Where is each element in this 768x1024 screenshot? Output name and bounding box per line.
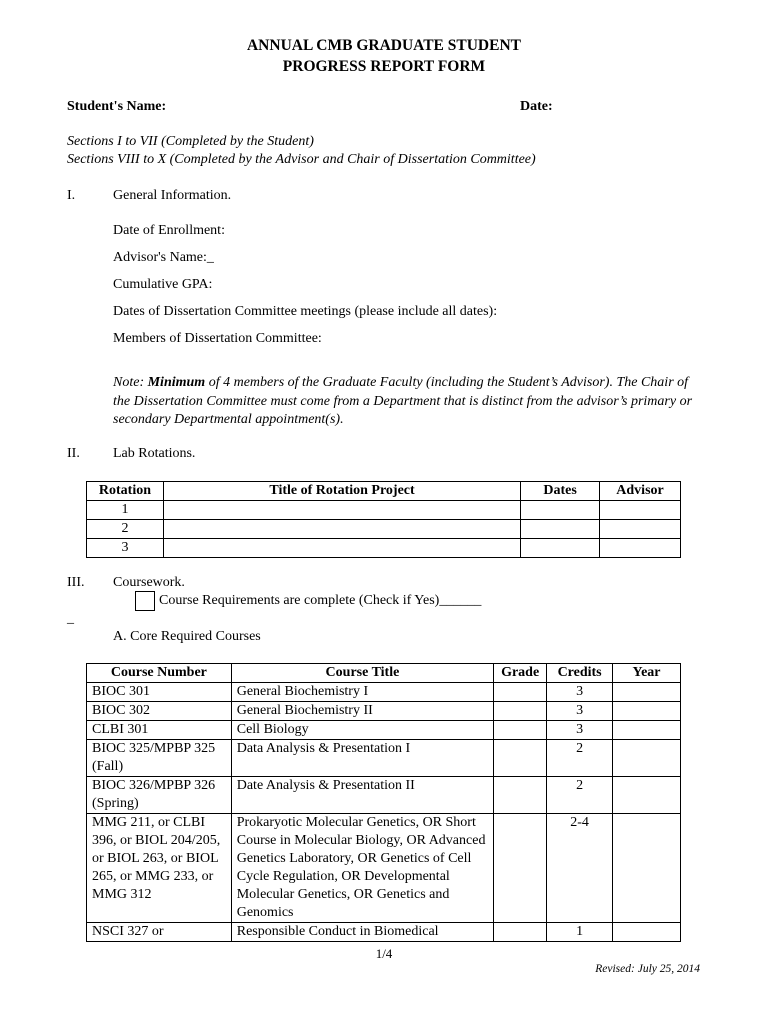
course-number: BIOC 301: [87, 683, 232, 702]
course-title: Date Analysis & Presentation II: [231, 777, 493, 814]
core-courses-subheading: A. Core Required Courses: [113, 629, 261, 644]
sections-note-line1: Sections I to VII (Completed by the Student): [67, 134, 314, 149]
course-number: BIOC 325/MPBP 325 (Fall): [87, 740, 232, 777]
table-row: [87, 683, 681, 702]
table-header-row: [87, 664, 681, 683]
note-bold: Minimum: [147, 375, 206, 390]
committee-members-field[interactable]: Members of Dissertation Committee:: [113, 331, 322, 346]
rotation-title-cell[interactable]: [163, 501, 520, 520]
grade-cell[interactable]: [494, 702, 547, 721]
committee-note: [113, 374, 693, 430]
course-number: BIOC 302: [87, 702, 232, 721]
rotation-title-cell[interactable]: [163, 539, 520, 558]
rotation-dates-cell[interactable]: [521, 520, 600, 539]
column-header: Dates: [521, 482, 600, 501]
form-title-line1: ANNUAL CMB GRADUATE STUDENT: [246, 37, 521, 54]
course-requirements-label: Course Requirements are complete (Check if Yes)______: [159, 593, 482, 608]
course-title: Prokaryotic Molecular Genetics, OR Short Course in Molecular Biology, OR Advanced Genetics Laboratory, OR Genetics of Cell Cycle Regulation, OR Developmental Molecular Genetics, OR Genetics and Genomics: [231, 814, 493, 923]
table-row: [87, 814, 681, 923]
table-row: [87, 702, 681, 721]
credits-cell: 3: [547, 721, 613, 740]
section3-heading: Coursework.: [113, 575, 185, 590]
year-cell[interactable]: [613, 683, 681, 702]
lab-rotations-table: [86, 481, 681, 558]
table-row: [87, 520, 681, 539]
grade-cell[interactable]: [494, 923, 547, 942]
enrollment-date-field[interactable]: Date of Enrollment:: [113, 223, 225, 238]
credits-cell: 3: [547, 683, 613, 702]
column-header: Course Number: [87, 664, 232, 683]
section2-numeral: II.: [67, 446, 80, 461]
year-cell[interactable]: [613, 814, 681, 923]
credits-cell: 2-4: [547, 814, 613, 923]
rotation-number: 1: [87, 501, 164, 520]
rotation-dates-cell[interactable]: [521, 501, 600, 520]
column-header: Credits: [547, 664, 613, 683]
section1-numeral: I.: [67, 188, 76, 203]
course-title: Responsible Conduct in Biomedical: [231, 923, 493, 942]
rotation-title-cell[interactable]: [163, 520, 520, 539]
table-row: [87, 539, 681, 558]
table-row: [87, 740, 681, 777]
course-number: BIOC 326/MPBP 326 (Spring): [87, 777, 232, 814]
credits-cell: 2: [547, 740, 613, 777]
year-cell[interactable]: [613, 923, 681, 942]
section3-numeral: III.: [67, 575, 85, 590]
grade-cell[interactable]: [494, 683, 547, 702]
revised-date: Revised: July 25, 2014: [595, 963, 700, 975]
year-cell[interactable]: [613, 702, 681, 721]
committee-meetings-field[interactable]: Dates of Dissertation Committee meetings (please include all dates):: [113, 304, 498, 319]
grade-cell[interactable]: [494, 814, 547, 923]
year-cell[interactable]: [613, 721, 681, 740]
course-title: General Biochemistry I: [231, 683, 493, 702]
advisor-name-field[interactable]: Advisor's Name:_: [113, 250, 214, 265]
year-cell[interactable]: [613, 777, 681, 814]
course-title: General Biochemistry II: [231, 702, 493, 721]
grade-cell[interactable]: [494, 740, 547, 777]
column-header: Course Title: [231, 664, 493, 683]
note-text: of 4 members of the Graduate Faculty (including the Student’s Advisor). The Chair of the Dissertation Committee must come from a Department that is distinct from the advisor’s primary or secondary Departmental appointment(s).: [113, 375, 693, 427]
course-requirements-checkbox[interactable]: [135, 591, 155, 611]
section1-heading: General Information.: [113, 188, 232, 203]
credits-cell: 3: [547, 702, 613, 721]
stray-underscore: _: [67, 611, 74, 626]
credits-cell: 2: [547, 777, 613, 814]
rotation-dates-cell[interactable]: [521, 539, 600, 558]
course-title: Cell Biology: [231, 721, 493, 740]
section2-heading: Lab Rotations.: [113, 446, 196, 461]
column-header: Grade: [494, 664, 547, 683]
course-title: Data Analysis & Presentation I: [231, 740, 493, 777]
table-row: [87, 923, 681, 942]
year-cell[interactable]: [613, 740, 681, 777]
cumulative-gpa-field[interactable]: Cumulative GPA:: [113, 277, 213, 292]
date-label: Date:: [520, 99, 553, 114]
page-number: 1/4: [375, 946, 393, 961]
course-number: MMG 211, or CLBI 396, or BIOL 204/205, or BIOL 263, or BIOL 265, or MMG 233, or MMG 312: [87, 814, 232, 923]
rotation-advisor-cell[interactable]: [600, 501, 681, 520]
rotation-advisor-cell[interactable]: [600, 520, 681, 539]
table-header-row: [87, 482, 681, 501]
sections-note-line2: Sections VIII to X (Completed by the Advisor and Chair of Dissertation Committee): [67, 152, 536, 167]
rotation-advisor-cell[interactable]: [600, 539, 681, 558]
credits-cell: 1: [547, 923, 613, 942]
course-number: NSCI 327 or: [87, 923, 232, 942]
grade-cell[interactable]: [494, 777, 547, 814]
course-number: CLBI 301: [87, 721, 232, 740]
grade-cell[interactable]: [494, 721, 547, 740]
core-courses-table: [86, 663, 681, 942]
table-row: [87, 501, 681, 520]
column-header: Title of Rotation Project: [163, 482, 520, 501]
note-prefix: Note:: [113, 375, 148, 390]
column-header: Rotation: [87, 482, 164, 501]
column-header: Year: [613, 664, 681, 683]
table-row: [87, 777, 681, 814]
form-title-line2: PROGRESS REPORT FORM: [282, 58, 486, 75]
student-name-label: Student's Name:: [67, 99, 167, 114]
rotation-number: 2: [87, 520, 164, 539]
column-header: Advisor: [600, 482, 681, 501]
rotation-number: 3: [87, 539, 164, 558]
table-row: [87, 721, 681, 740]
